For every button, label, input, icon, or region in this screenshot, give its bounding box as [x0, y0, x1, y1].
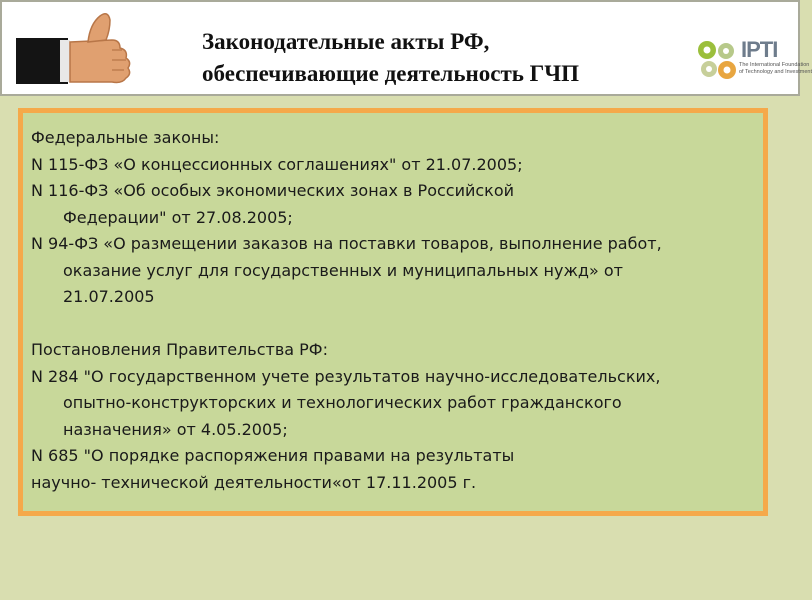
logo-subtitle-line-2: of Technology and Investment	[739, 69, 812, 75]
resolution-685-line-2: научно- технической деятельности«от 17.11.2005 г.	[31, 472, 477, 492]
slide-title	[202, 26, 579, 90]
law-115-line-1: N 115-ФЗ «О концессионных соглашениях" от 21.07.2005;	[31, 154, 523, 174]
puzzle-gear-icon	[695, 37, 741, 83]
resolution-284-line-3: назначения» от 4.05.2005;	[63, 419, 288, 439]
resolution-284-line-1: N 284 "О государственном учете результатов научно-исследовательских,	[31, 366, 661, 386]
law-94-line-1: N 94-ФЗ «О размещении заказов на поставки товаров, выполнение работ,	[31, 234, 662, 253]
title-line-2: обеспечивающие деятельность ГЧП	[202, 61, 580, 86]
law-116-line-2: Федерации" от 27.08.2005;	[63, 207, 293, 227]
slide-header	[0, 0, 812, 96]
thumbs-up-icon	[16, 10, 142, 86]
resolution-284-line-2: опытно-конструкторских и технологических работ гражданского	[63, 393, 622, 412]
ipti-logo	[695, 37, 812, 85]
title-line-1: Законодательные акты РФ,	[202, 29, 490, 54]
resolution-685-line-1: N 685 "О порядке распоряжения правами на результаты	[31, 446, 515, 465]
content-panel	[18, 108, 768, 516]
logo-text: IPTI	[741, 37, 778, 62]
law-116-line-1: N 116-ФЗ «Об особых экономических зонах в Российской	[31, 181, 515, 200]
federal-laws-heading: Федеральные законы:	[31, 128, 220, 147]
logo-subtitle	[739, 62, 812, 76]
law-94-line-2: оказание услуг для государственных и муниципальных нужд» от	[63, 260, 623, 280]
law-94-line-3: 21.07.2005	[63, 287, 155, 306]
section-spacer	[31, 311, 763, 338]
government-resolutions-heading: Постановления Правительства РФ:	[31, 340, 328, 359]
logo-subtitle-line-1: The International Foundation	[739, 62, 810, 68]
